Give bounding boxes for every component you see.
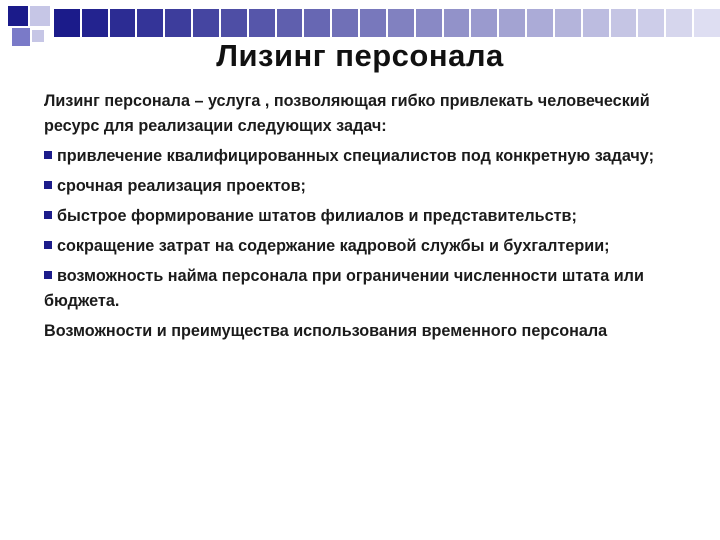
bullet-item xyxy=(44,204,684,229)
intro-paragraph: Лизинг персонала – услуга , позволяющая гибко привлекать человеческий ресурс для реализации следующих задач: xyxy=(44,92,650,135)
decor-band-cell xyxy=(638,9,664,37)
decor-band-cell xyxy=(666,9,692,37)
decor-band-cell xyxy=(165,9,191,37)
bullet-text: срочная реализация проектов; xyxy=(57,177,306,195)
decor-gradient-band xyxy=(54,9,720,37)
slide-content xyxy=(44,89,684,349)
decor-band-cell xyxy=(193,9,219,37)
decor-band-cell xyxy=(388,9,414,37)
square-bullet-icon xyxy=(44,151,52,159)
decor-band-cell xyxy=(304,9,330,37)
bullet-item xyxy=(44,234,684,259)
decor-square-dark xyxy=(8,6,28,26)
square-bullet-icon xyxy=(44,181,52,189)
decor-band-cell xyxy=(277,9,303,37)
decor-band-cell xyxy=(471,9,497,37)
bullet-item xyxy=(44,264,684,314)
decor-band-cell xyxy=(499,9,525,37)
decor-band-cell xyxy=(360,9,386,37)
bullet-text: привлечение квалифицированных специалистов под конкретную задачу; xyxy=(57,147,654,165)
decor-band-cell xyxy=(583,9,609,37)
decor-band-cell xyxy=(137,9,163,37)
bullet-text: быстрое формирование штатов филиалов и представительств; xyxy=(57,207,577,225)
bullet-text: сокращение затрат на содержание кадровой службы и бухгалтерии; xyxy=(57,237,610,255)
decor-band-cell xyxy=(611,9,637,37)
decor-band-cell xyxy=(332,9,358,37)
decor-band-cell xyxy=(249,9,275,37)
closing-paragraph: Возможности и преимущества использования временного персонала xyxy=(44,322,608,340)
decor-band-cell xyxy=(527,9,553,37)
decor-band-cell xyxy=(82,9,108,37)
decor-band-cell xyxy=(221,9,247,37)
decor-band-cell xyxy=(54,9,80,37)
bullet-item xyxy=(44,174,684,199)
decor-band-cell xyxy=(555,9,581,37)
square-bullet-icon xyxy=(44,271,52,279)
slide-title: Лизинг персонала xyxy=(216,38,504,73)
square-bullet-icon xyxy=(44,211,52,219)
square-bullet-icon xyxy=(44,241,52,249)
decor-square-light xyxy=(30,6,50,26)
bullet-text: возможность найма персонала при ограничении численности штата или бюджета. xyxy=(44,267,644,310)
decor-band-cell xyxy=(694,9,720,37)
bullet-item xyxy=(44,144,684,169)
decor-band-cell xyxy=(110,9,136,37)
decor-band-cell xyxy=(416,9,442,37)
decor-band-cell xyxy=(444,9,470,37)
